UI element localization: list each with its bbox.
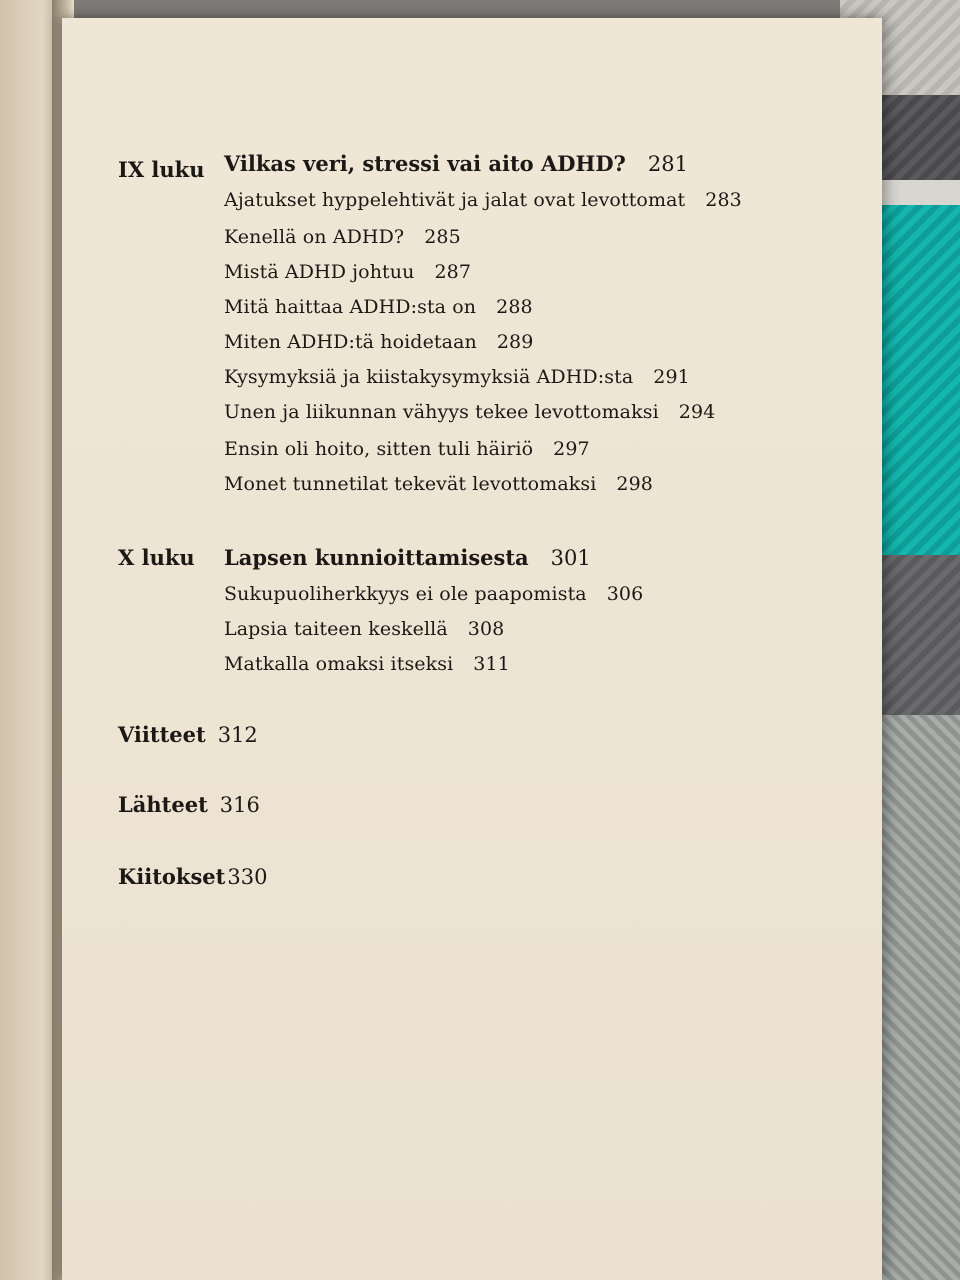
back-matter-entry: [118, 864, 267, 889]
entry-title: Monet tunnetilat tekevät levottomaksi: [224, 473, 597, 495]
toc-entry: [224, 618, 504, 640]
toc-entry: [224, 189, 742, 211]
page-number: 330: [227, 865, 268, 889]
entry-title: Ajatukset hyppelehtivät ja jalat ovat levottomat: [224, 189, 686, 211]
entry-title: Viitteet: [118, 722, 206, 747]
page-number: 298: [616, 473, 653, 495]
entry-title: Lapsia taiteen keskellä: [224, 618, 448, 640]
toc-entry: [224, 583, 643, 605]
table-of-contents: [62, 18, 882, 1280]
chapter-label: X luku: [118, 545, 195, 570]
page-number: 289: [496, 331, 534, 353]
entry-title: Ensin oli hoito, sitten tuli häiriö: [224, 438, 534, 460]
chapter-title: [224, 545, 591, 570]
page-number: 308: [467, 618, 505, 640]
back-matter-entry: [118, 792, 260, 817]
page-number: 301: [550, 546, 591, 570]
entry-title: Kysymyksiä ja kiistakysymyksiä ADHD:sta: [224, 366, 634, 388]
toc-entry: [224, 473, 653, 495]
entry-title: Matkalla omaksi itseksi: [224, 653, 454, 675]
toc-entry: [224, 653, 510, 675]
page-number: 312: [217, 723, 258, 747]
page-number: 311: [473, 653, 510, 675]
book-page: [62, 18, 882, 1280]
toc-entry: [224, 438, 590, 460]
entry-title: Mistä ADHD johtuu: [224, 261, 415, 283]
toc-entry: [224, 226, 461, 248]
page-number: 283: [705, 189, 742, 211]
page-number: 316: [219, 793, 260, 817]
toc-entry: [224, 261, 471, 283]
entry-title: Miten ADHD:tä hoidetaan: [224, 331, 477, 353]
page-number: 288: [496, 296, 533, 318]
toc-entry: [224, 366, 690, 388]
back-matter-entry: [118, 722, 258, 747]
chapter-title: [224, 151, 688, 176]
page-number: 291: [653, 366, 690, 388]
toc-entry: [224, 331, 533, 353]
toc-entry: [224, 401, 715, 423]
page-number: 281: [647, 152, 688, 176]
entry-title: Unen ja liikunnan vähyys tekee levottomaksi: [224, 401, 659, 423]
page-number: 294: [678, 401, 716, 423]
entry-title: Mitä haittaa ADHD:sta on: [224, 296, 477, 318]
page-number: 285: [424, 226, 461, 248]
page-number: 287: [434, 261, 472, 283]
entry-title: Kenellä on ADHD?: [224, 226, 405, 248]
chapter-title-text: Vilkas veri, stressi vai aito ADHD?: [224, 151, 626, 176]
entry-title: Sukupuoliherkkyys ei ole paapomista: [224, 583, 587, 605]
entry-title: Lähteet: [118, 792, 208, 817]
page-number: 297: [553, 438, 590, 460]
page-number: 306: [606, 583, 644, 605]
chapter-label: IX luku: [118, 157, 205, 182]
entry-title: Kiitokset: [118, 864, 226, 889]
toc-entry: [224, 296, 533, 318]
chapter-title-text: Lapsen kunnioittamisesta: [224, 545, 529, 570]
